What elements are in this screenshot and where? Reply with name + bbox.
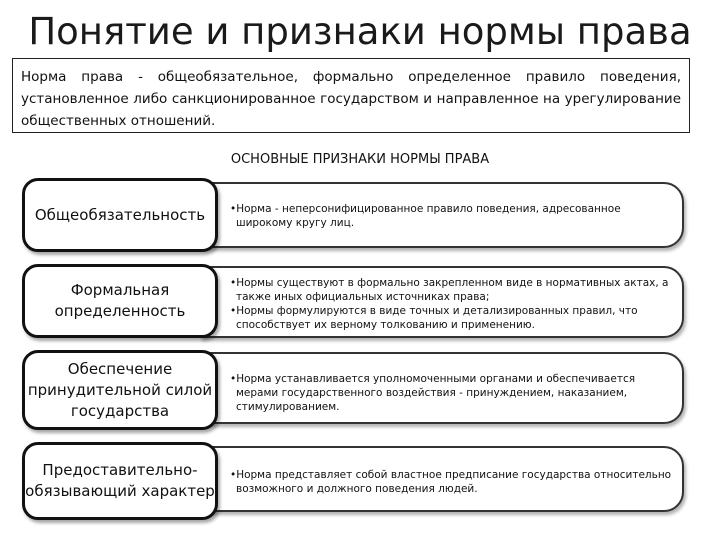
definition-term: Норма права bbox=[21, 69, 124, 85]
feature-point: •Норма представляет собой властное предписание государства относительно возможного и должного поведения людей. bbox=[230, 469, 672, 495]
feature-point: •Нормы существуют в формально закрепленном виде в нормативных актах, а также иных официальных источниках права; bbox=[230, 277, 669, 303]
feature-description bbox=[200, 182, 684, 248]
feature-name: Предоставительно-обязывающий характер bbox=[22, 442, 218, 520]
feature-description bbox=[200, 352, 684, 424]
feature-point: •Норма - неперсонифицированное правило поведения, адресованное широкому кругу лиц. bbox=[230, 203, 621, 229]
features-heading: ОСНОВНЫЕ ПРИЗНАКИ НОРМЫ ПРАВА bbox=[230, 152, 490, 167]
feature-description bbox=[200, 266, 684, 338]
feature-name: Обеспечение принудительной силой государства bbox=[22, 350, 218, 430]
feature-name: Формальная определенность bbox=[22, 264, 218, 338]
slide-title: Понятие и признаки нормы права bbox=[28, 10, 692, 53]
feature-point: •Нормы формулируются в виде точных и детализированных правил, что способствует их верному толкованию и применению. bbox=[230, 305, 638, 331]
feature-point: •Норма устанавливается уполномоченными органами и обеспечивается мерами государственного воздействия - принуждением, наказанием, стимулированием. bbox=[230, 373, 636, 413]
definition-box bbox=[12, 58, 690, 133]
feature-description bbox=[200, 446, 684, 512]
feature-name: Общеобязательность bbox=[22, 178, 218, 252]
definition-text: - общеобязательное, формально определенное правило поведения, установленное либо санкционированное государством и направленное на урегулирование общественных отношений. bbox=[21, 69, 681, 129]
